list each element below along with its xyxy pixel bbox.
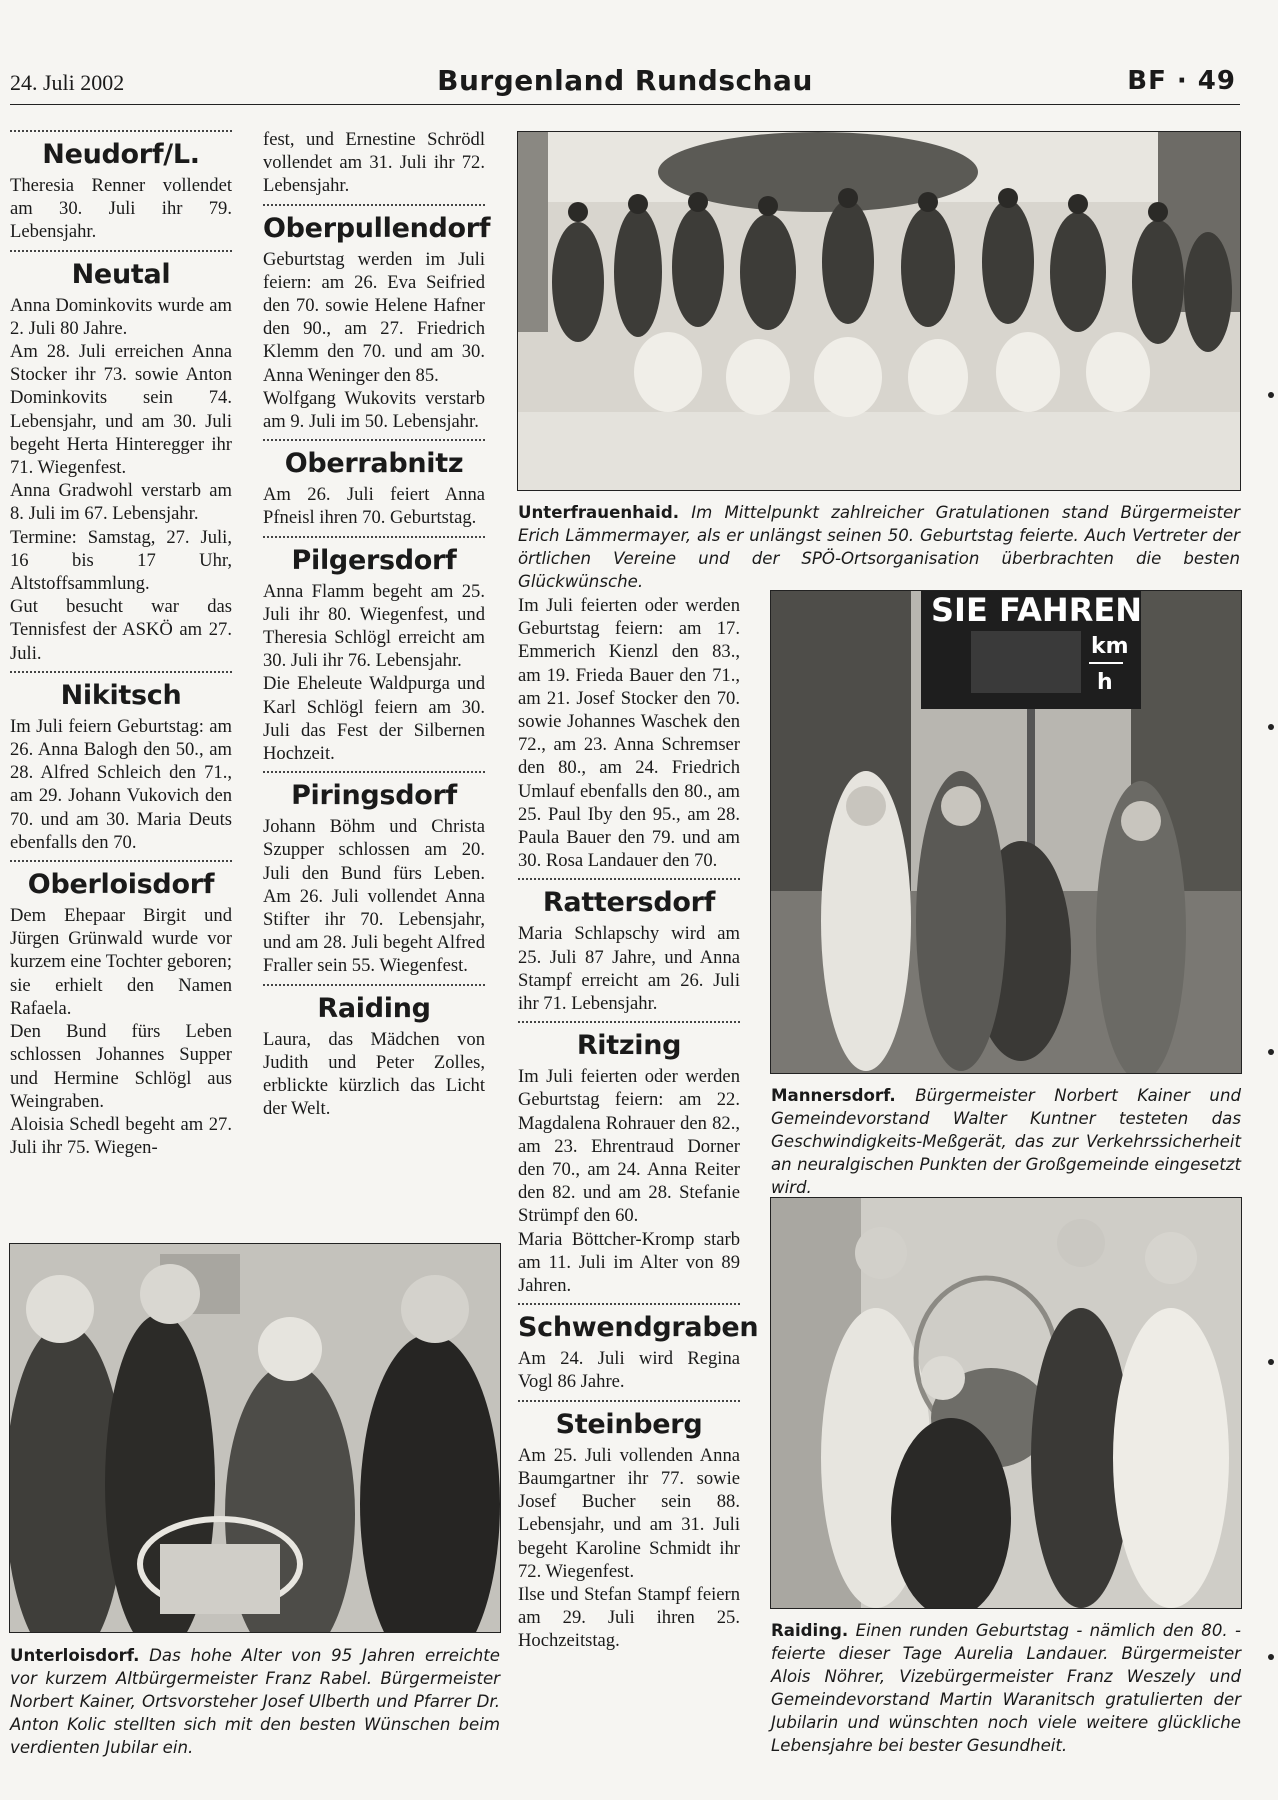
speed-sign-unit-h: h bbox=[1097, 670, 1113, 695]
section-paragraph: Am 25. Juli vollenden Anna Baumgartner ihr 77. sowie Josef Bucher sein 88. Lebensjahr, und am 31. Juli begeht Karoline Schmidt ihr 72. Wiegenfest. bbox=[518, 1444, 740, 1582]
section-ritzing bbox=[518, 1021, 740, 1297]
caption-place: Unterfrauenhaid. bbox=[518, 503, 680, 522]
column-2 bbox=[263, 128, 491, 1121]
scan-edge-mark bbox=[1268, 724, 1274, 730]
section-neudorf-l- bbox=[10, 130, 232, 244]
section-heading: Pilgersdorf bbox=[291, 544, 457, 576]
section-heading: Neudorf/L. bbox=[42, 139, 200, 170]
section-neutal bbox=[10, 250, 232, 665]
section-paragraph: Laura, das Mädchen von Judith und Peter Zolles, erblickte kürzlich das Licht der Welt. bbox=[263, 1028, 485, 1120]
section-raiding bbox=[263, 984, 485, 1121]
section-paragraph: Die Eheleute Waldpurga und Karl Schlögl feiern am 30. Juli das Fest der Silbernen Hochzeit. bbox=[263, 673, 485, 765]
speed-sign-unit-km: km bbox=[1091, 634, 1129, 659]
section-heading: Rattersdorf bbox=[542, 887, 716, 919]
speed-sign-text: SIE FAHREN bbox=[931, 591, 1142, 629]
section-oberpullendorf bbox=[263, 204, 491, 434]
column-1 bbox=[10, 130, 232, 1159]
section-steinberg bbox=[518, 1400, 740, 1653]
section-paragraph: Anna Gradwohl verstarb am 8. Juli im 67. Lebensjahr. bbox=[10, 480, 232, 525]
scan-edge-mark bbox=[1268, 1654, 1274, 1660]
section-paragraph: Am 24. Juli wird Regina Vogl 86 Jahre. bbox=[518, 1348, 740, 1393]
section-paragraph: Gut besucht war das Tennisfest der ASKÖ am 27. Juli. bbox=[10, 596, 232, 664]
section-paragraph: Den Bund fürs Leben schlossen Johannes Supper und Hermine Schlögl aus Weingraben. bbox=[10, 1021, 232, 1112]
section-heading: Neutal bbox=[71, 258, 171, 290]
section-nikitsch bbox=[10, 671, 232, 854]
section-paragraph: Wolfgang Wukovits verstarb am 9. Juli im 50. Lebensjahr. bbox=[263, 387, 485, 433]
section-heading: Raiding bbox=[317, 992, 431, 1024]
caption-mannersdorf bbox=[771, 1084, 1241, 1199]
section-paragraph: Aloisia Schedl begeht am 27. Juli ihr 75. Wiegen- bbox=[10, 1113, 232, 1159]
section-heading: Schwendgraben bbox=[518, 1312, 759, 1344]
scan-edge-mark bbox=[1268, 1359, 1274, 1365]
column-2-lead: fest, und Ernestine Schrödl vollendet am 31. Juli ihr 72. Lebensjahr. bbox=[263, 129, 485, 197]
section-paragraph: Im Juli feiern Geburtstag: am 26. Anna Balogh den 50., am 28. Alfred Schleich den 71., am 29. Johann Vukovich den 70. und am 30. Maria Deuts ebenfalls den 70. bbox=[10, 715, 232, 853]
caption-place: Unterloisdorf. bbox=[10, 1646, 140, 1665]
section-heading: Nikitsch bbox=[60, 679, 182, 711]
section-paragraph: Termine: Samstag, 27. Juli, 16 bis 17 Uhr, Altstoffsammlung. bbox=[10, 526, 232, 595]
issue-date: 24. Juli 2002 bbox=[10, 70, 125, 95]
section-oberrabnitz bbox=[263, 439, 485, 529]
caption-text: Das hohe Alter von 95 Jahren erreichte vor kurzem Altbürgermeister Franz Rabel. Bürgermeister Norbert Kainer, Ortsvorsteher Josef Ulberth und Pfarrer Dr. Anton Kolic stellten sich mit den besten Wünschen beim verdienten Jubilar ein. bbox=[10, 1646, 500, 1757]
section-paragraph: Anna Dominkovits wurde am 2. Juli 80 Jahre. bbox=[10, 294, 232, 339]
section-paragraph: Johann Böhm und Christa Szupper schlossen am 20. Juli den Bund fürs Leben. Am 26. Juli vollendet Anna Stifter ihr 70. Lebensjahr, und am 28. Juli begeht Alfred Fraller sein 55. Wiegenfest. bbox=[263, 816, 485, 977]
section-heading: Ritzing bbox=[576, 1030, 682, 1062]
column-3 bbox=[518, 594, 759, 1653]
photo-raiding bbox=[770, 1197, 1242, 1609]
caption-place: Raiding. bbox=[771, 1621, 849, 1640]
column-3-lead: Im Juli feierten oder werden Geburtstag feiern: am 17. Emmerich Kienzl den 83., am 19. Frieda Bauer den 71., am 21. Josef Stocker den 70. sowie Johannes Waschek den 72., am 23. Anna Schremser den 80., am 24. Friedrich Umlauf ebenfalls den 80., am 25. Paul Iby den 95., am 28. Paula Bauer den 79. und am 30. Rosa Landauer den 70. bbox=[518, 595, 740, 872]
photo-unterloisdorf bbox=[9, 1243, 501, 1633]
photo-mannersdorf-speed-sign bbox=[770, 590, 1242, 1074]
section-paragraph: Am 26. Juli feiert Anna Pfneisl ihren 70. Geburtstag. bbox=[263, 484, 485, 529]
section-heading: Oberrabnitz bbox=[284, 448, 464, 480]
section-rattersdorf bbox=[518, 878, 740, 1015]
section-oberloisdorf bbox=[10, 860, 232, 1159]
section-paragraph: Maria Böttcher-Kromp starb am 11. Juli im Alter von 89 Jahren. bbox=[518, 1228, 740, 1297]
section-paragraph: Anna Flamm begeht am 25. Juli ihr 80. Wiegenfest, und Theresia Schlögl erreicht am 30. Juli ihr 76. Lebensjahr. bbox=[263, 580, 485, 672]
caption-unterfrauenhaid bbox=[518, 501, 1240, 593]
caption-place: Mannersdorf. bbox=[771, 1086, 896, 1105]
section-paragraph: Im Juli feierten oder werden Geburtstag feiern: am 22. Magdalena Rohrauer den 82., am 23. Ehrentraud Dorner den 70., am 24. Anna Reiter den 82. und am 28. Stefanie Strümpf den 60. bbox=[518, 1066, 740, 1227]
section-heading: Oberpullendorf bbox=[263, 212, 491, 244]
caption-unterloisdorf bbox=[10, 1644, 500, 1759]
caption-text: Im Mittelpunkt zahlreicher Gratulationen stand Bürgermeister Erich Lämmermayer, als er unlängst seinen 50. Geburtstag feierte. Auch Vertreter der örtlichen Vereine und der SPÖ-Ortsorganisation überbrachten die besten Glückwünsche. bbox=[518, 503, 1240, 591]
scan-edge-mark bbox=[1268, 1049, 1274, 1055]
scan-edge-mark bbox=[1268, 392, 1274, 398]
section-heading: Piringsdorf bbox=[291, 780, 457, 812]
section-paragraph: Ilse und Stefan Stampf feiern am 29. Juli ihren 25. Hochzeitstag. bbox=[518, 1583, 740, 1652]
caption-raiding bbox=[771, 1619, 1241, 1757]
section-paragraph: Theresia Renner vollendet am 30. Juli ihr 79. Lebensjahr. bbox=[10, 175, 232, 243]
caption-text: Bürgermeister Norbert Kainer und Gemeindevorstand Walter Kuntner testeten das Geschwindigkeits-Meßgerät, das zur Verkehrssicherheit an neuralgischen Punkten der Großgemeinde eingesetzt wird. bbox=[771, 1086, 1241, 1197]
section-paragraph: Maria Schlapschy wird am 25. Juli 87 Jahre, und Anna Stampf erreicht am 26. Juli ihr 71. Lebensjahr. bbox=[518, 923, 740, 1015]
section-schwendgraben bbox=[518, 1303, 759, 1393]
newspaper-title: Burgenland Rundschau bbox=[437, 64, 813, 97]
section-piringsdorf bbox=[263, 771, 485, 977]
section-paragraph: Am 28. Juli erreichen Anna Stocker ihr 73. sowie Anton Dominkovits sein 74. Lebensjahr, und am 30. Juli begeht Herta Hinteregger ihr 71. Wiegenfest. bbox=[10, 341, 232, 479]
page-header bbox=[10, 60, 1240, 105]
group-photo-unterfrauenhaid bbox=[517, 131, 1241, 491]
section-heading: Steinberg bbox=[555, 1408, 703, 1440]
caption-text: Einen runden Geburtstag - nämlich den 80. - feierte dieser Tage Aurelia Landauer. Bürgermeister Alois Nöhrer, Vizebürgermeister Franz Weszely und Gemeindevorstand Martin Waranitsch gratulierten der Jubilarin und wünschten noch viele weitere glückliche Lebensjahre bei bester Gesundheit. bbox=[771, 1621, 1241, 1755]
section-pilgersdorf bbox=[263, 536, 485, 766]
section-heading: Oberloisdorf bbox=[27, 869, 215, 901]
page-number: BF · 49 bbox=[1127, 66, 1236, 96]
section-paragraph: Geburtstag werden im Juli feiern: am 26. Eva Seifried den 70. sowie Helene Hafner den 90., am 27. Friedrich Klemm den 70. und am 30. Anna Weninger den 85. bbox=[263, 248, 485, 386]
section-paragraph: Dem Ehepaar Birgit und Jürgen Grünwald wurde vor kurzem eine Tochter geboren; sie erhielt den Namen Rafaela. bbox=[10, 905, 232, 1019]
